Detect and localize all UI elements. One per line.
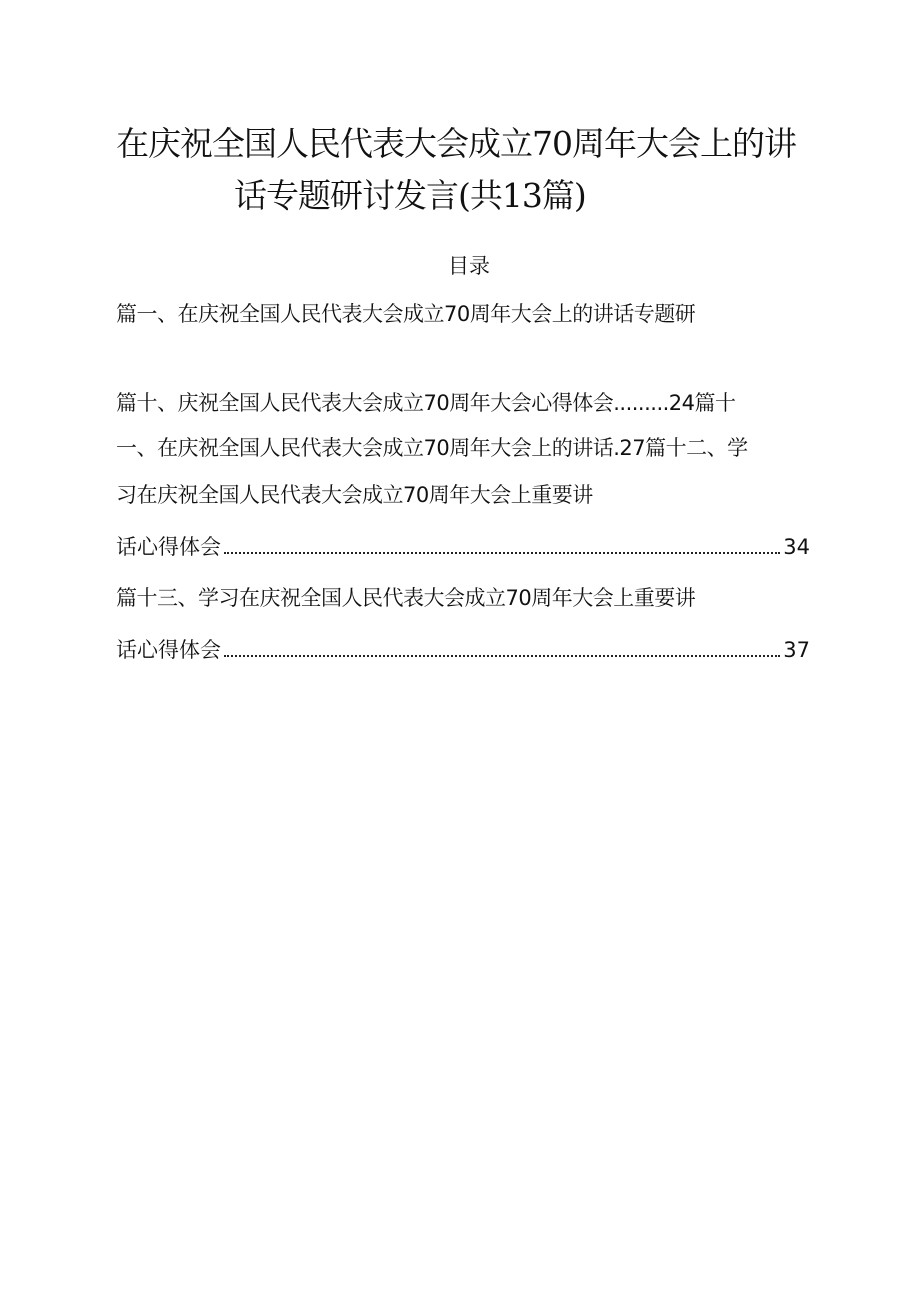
- toc-entry-13-text: 话心得体会: [116, 638, 221, 662]
- dot-leader: [224, 655, 780, 657]
- title-line-2: 话专题研讨发言(共13篇): [234, 176, 586, 215]
- toc-line-3: 一、在庆祝全国人民代表大会成立70周年大会上的讲话.27篇十二、学: [116, 436, 748, 460]
- dot-leader: [224, 552, 780, 554]
- document-title: [116, 118, 816, 222]
- toc-entry-13: [116, 636, 810, 664]
- toc-entry-13-page: 37: [783, 638, 810, 662]
- toc-line-6: 篇十三、学习在庆祝全国人民代表大会成立70周年大会上重要讲: [116, 586, 696, 610]
- toc-entry-12-text: 话心得体会: [116, 535, 221, 559]
- toc-line-2: 篇十、庆祝全国人民代表大会成立70周年大会心得体会.........24篇十: [116, 391, 736, 415]
- toc-line-4: 习在庆祝全国人民代表大会成立70周年大会上重要讲: [116, 483, 593, 507]
- toc-line-1: 篇一、在庆祝全国人民代表大会成立70周年大会上的讲话专题研: [116, 302, 696, 326]
- toc-heading: 目录: [448, 254, 490, 278]
- toc-entry-12: [116, 533, 810, 561]
- toc-entry-12-page: 34: [783, 535, 810, 559]
- title-line-1: 在庆祝全国人民代表大会成立70周年大会上的讲: [116, 124, 796, 163]
